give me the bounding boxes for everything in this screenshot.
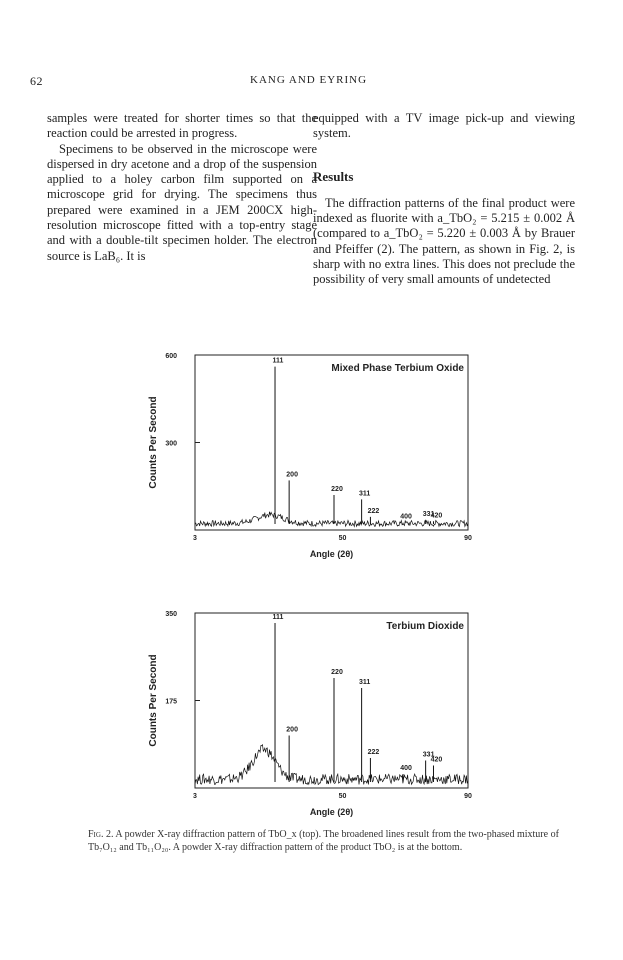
plot-frame xyxy=(195,613,468,788)
peak-label-111: 111 xyxy=(272,357,284,365)
peak-label-331: 331 xyxy=(422,510,435,518)
y-tick-label: 175 xyxy=(165,698,177,706)
x-tick-label: 50 xyxy=(338,535,347,542)
caption-label: Fig. 2. xyxy=(88,829,114,840)
x-axis-label: Angle (2θ) xyxy=(309,807,354,817)
x-tick-label: 3 xyxy=(193,535,197,542)
page-number: 62 xyxy=(30,74,43,88)
peak-label-222: 222 xyxy=(367,749,380,756)
y-axis-label: Counts Per Second xyxy=(148,654,159,747)
y-tick-label: 350 xyxy=(165,611,177,618)
peak-label-400: 400 xyxy=(400,513,412,521)
caption-text: A powder X-ray diffraction pattern of TbO_x (top). The broadened lines result from the two-phased mixture of Tb₇O₁₂ and Tb₁₁O₂₀. A powder X-ray diffraction pattern of the product TbO₂ is at the bottom. xyxy=(88,829,559,853)
right-column xyxy=(313,111,575,288)
running-head: KANG AND EYRING xyxy=(250,74,368,86)
right-continuation: equipped with a TV image pick-up and viewing system. xyxy=(313,111,575,141)
y-tick-label: 600 xyxy=(165,353,177,360)
x-tick-label: 90 xyxy=(464,535,472,542)
x-axis-label: Angle (2θ) xyxy=(309,549,354,559)
peak-label-220: 220 xyxy=(331,669,343,676)
left-paragraph-1: samples were treated for shorter times so that the reaction could be arrested in progress. xyxy=(47,111,317,141)
peak-label-311: 311 xyxy=(358,679,371,686)
peak-label-420: 420 xyxy=(430,512,443,520)
left-paragraph-2: Specimens to be observed in the microscope were dispersed in dry acetone and a drop of the suspension applied to a holey carbon film supported on a microscope grid for drying. The specimens thus prepared were examined in a JEM 200CX high-resolution microscope fitted with a top-entry stage and with a double-tilt specimen holder. The electron source is LaB₆. It is xyxy=(47,141,317,263)
section-heading-results: Results xyxy=(313,168,354,184)
peak-label-220: 220 xyxy=(331,486,343,493)
y-axis-label: Counts Per Second xyxy=(148,396,159,489)
x-tick-label: 90 xyxy=(464,793,472,800)
peak-label-200: 200 xyxy=(286,471,298,479)
peak-label-331: 331 xyxy=(422,751,435,759)
left-column xyxy=(47,111,317,264)
peak-label-111: 111 xyxy=(272,614,284,621)
peak-label-420: 420 xyxy=(430,756,443,764)
y-tick-label: 300 xyxy=(165,440,177,448)
peak-label-400: 400 xyxy=(400,765,412,772)
peak-label-200: 200 xyxy=(286,726,298,734)
peak-label-222: 222 xyxy=(367,507,380,515)
xrd-chart-mixed-phase xyxy=(140,345,480,565)
chart-title: Terbium Dioxide xyxy=(386,621,464,632)
peak-label-311: 311 xyxy=(358,490,371,498)
figure-caption xyxy=(88,828,560,854)
x-tick-label: 50 xyxy=(338,793,347,800)
chart-title: Mixed Phase Terbium Oxide xyxy=(331,363,464,374)
xrd-chart-terbium-dioxide xyxy=(140,603,480,823)
results-paragraph: The diffraction patterns of the final product were indexed as fluorite with a_TbO₂ = 5.215 ± 0.002 Å (compared to a_TbO₂ = 5.220 ± 0.003 Å by Brauer and Pfeiffer (2). The pattern, as shown in Fig. 2, is sharp with no extra lines. This does not preclude the possibility of very small amounts of undetected xyxy=(313,195,575,287)
plot-frame xyxy=(195,355,468,530)
x-tick-label: 3 xyxy=(193,793,197,800)
